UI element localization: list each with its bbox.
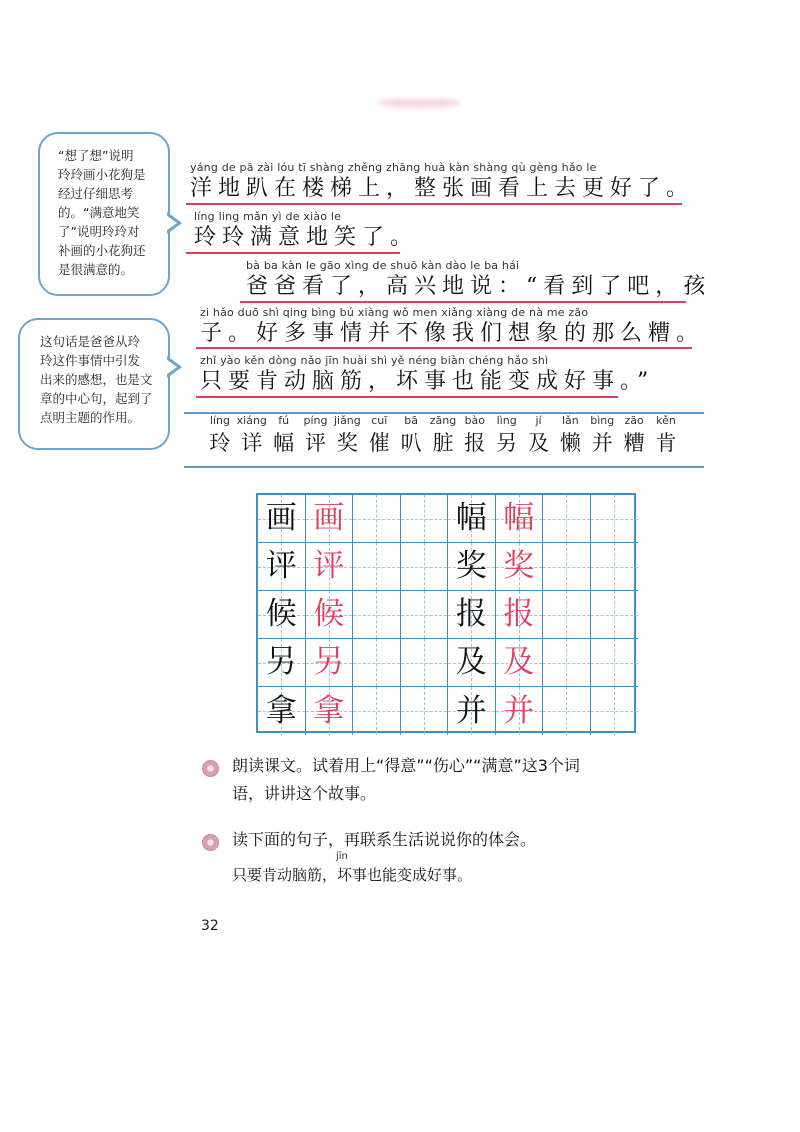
grid-cell: 报 bbox=[496, 591, 544, 639]
vocab-char: 脏 bbox=[432, 431, 454, 455]
grid-cell bbox=[543, 639, 591, 687]
grid-cell bbox=[401, 591, 449, 639]
grid-cell: 画 bbox=[258, 495, 306, 543]
grid-cell: 评 bbox=[258, 543, 306, 591]
grid-cell bbox=[353, 495, 401, 543]
grid-cell: 并 bbox=[448, 687, 496, 735]
hanzi-row: 只要肯动脑筋，坏事也能变成好事。” bbox=[200, 369, 655, 394]
vocab-pinyin: bìng bbox=[590, 414, 615, 427]
task-line: 读下面的句子，再联系生活说说你的体会。 bbox=[232, 830, 537, 849]
hanzi-row: 玲玲满意地笑了。 bbox=[194, 225, 419, 250]
grid-cell bbox=[401, 687, 449, 735]
annotation-bubble-2 bbox=[18, 318, 170, 450]
pinyin-row: líng ling mǎn yì de xiào le bbox=[194, 210, 342, 223]
vocab-char: 幅 bbox=[273, 431, 295, 455]
task-bullet-icon bbox=[202, 760, 219, 777]
vocab-pinyin: píng bbox=[303, 414, 328, 427]
grid-cell bbox=[591, 639, 639, 687]
bubble-pointer-inner bbox=[166, 359, 177, 375]
bubble-pointer-inner bbox=[166, 215, 177, 231]
grid-cell: 评 bbox=[306, 543, 354, 591]
highlight-underline bbox=[186, 252, 400, 254]
pinyin-row: zi hǎo duō shì qing bìng bú xiàng wǒ men xiǎng xiàng de nà me zāo bbox=[200, 306, 589, 319]
grid-cell bbox=[353, 687, 401, 735]
vocab-pinyin: cuī bbox=[371, 414, 388, 427]
vocab-pinyin: zāo bbox=[624, 414, 644, 427]
vocab-pinyin: bào bbox=[464, 414, 486, 427]
grid-cell bbox=[591, 687, 639, 735]
grid-cell bbox=[401, 543, 449, 591]
grid-cell: 奖 bbox=[448, 543, 496, 591]
grid-cell: 候 bbox=[258, 591, 306, 639]
vocab-char: 糟 bbox=[623, 431, 645, 455]
grid-cell: 并 bbox=[496, 687, 544, 735]
vocab-pinyin: bā bbox=[404, 414, 418, 427]
note-line: 章的中心句，起到了 bbox=[40, 391, 153, 406]
vocab-char: 玲 bbox=[209, 431, 231, 455]
hanzi-row: 爸爸看了，高兴地说：“看到了吧，孩 bbox=[246, 274, 712, 299]
grid-cell: 画 bbox=[306, 495, 354, 543]
vocab-char: 催 bbox=[368, 431, 390, 455]
grid-cell bbox=[401, 495, 449, 543]
vocab-char: 及 bbox=[528, 431, 550, 455]
vocab-char: 评 bbox=[305, 431, 326, 455]
vocab-pinyin: lǎn bbox=[561, 414, 579, 427]
vocab-char: 叭 bbox=[400, 431, 422, 455]
vocab-pinyin: xiáng bbox=[236, 414, 267, 427]
vocab-char: 奖 bbox=[336, 431, 358, 455]
pinyin-row: zhǐ yào kěn dòng nǎo jīn huài shì yě néng biàn chéng hǎo shì bbox=[200, 354, 549, 367]
grid-cell: 幅 bbox=[448, 495, 496, 543]
grid-cell: 奖 bbox=[496, 543, 544, 591]
task-2 bbox=[232, 826, 536, 854]
grid-cell bbox=[591, 591, 639, 639]
note-line: 了”说明玲玲对 bbox=[58, 224, 140, 239]
note-line: “想了想”说明 bbox=[58, 148, 134, 163]
vocab-char: 另 bbox=[496, 431, 518, 455]
example-text: 只要肯动脑筋，坏事也能变成好事。 bbox=[232, 866, 473, 884]
vocab-char: 懒 bbox=[559, 431, 581, 455]
example-sentence bbox=[232, 851, 472, 885]
note-line: 出来的感想，也是文 bbox=[40, 372, 153, 387]
annotation-bubble-1 bbox=[38, 132, 170, 296]
grid-cell bbox=[401, 639, 449, 687]
vocab-pinyin-row bbox=[204, 414, 682, 427]
grid-cell: 另 bbox=[306, 639, 354, 687]
text-line-3 bbox=[246, 258, 711, 300]
grid-cell: 另 bbox=[258, 639, 306, 687]
grid-cell: 幅 bbox=[496, 495, 544, 543]
vocab-char: 并 bbox=[591, 431, 613, 455]
highlight-underline bbox=[186, 203, 682, 205]
grid-cell: 及 bbox=[496, 639, 544, 687]
grid-cell bbox=[353, 543, 401, 591]
grid-cell bbox=[591, 543, 639, 591]
task-line: 语，讲讲这个故事。 bbox=[232, 784, 377, 803]
grid-cell bbox=[543, 687, 591, 735]
note-line: 是很满意的。 bbox=[58, 262, 134, 277]
vocab-pinyin: líng bbox=[209, 414, 230, 427]
grid-cell: 拿 bbox=[306, 687, 354, 735]
vocab-pinyin: jí bbox=[535, 414, 542, 427]
grid-cell: 候 bbox=[306, 591, 354, 639]
example-pinyin: jīn bbox=[336, 851, 348, 862]
grid-cell: 拿 bbox=[258, 687, 306, 735]
grid-cell: 报 bbox=[448, 591, 496, 639]
vocab-pinyin: jiǎng bbox=[333, 414, 361, 427]
highlight-underline bbox=[240, 301, 686, 303]
highlight-underline bbox=[196, 347, 692, 349]
grid-cell bbox=[591, 495, 639, 543]
text-line-2 bbox=[194, 209, 418, 251]
note-line: 经过仔细思考 bbox=[58, 186, 134, 201]
highlight-underline bbox=[196, 396, 618, 398]
vocab-pinyin: zāng bbox=[429, 414, 457, 427]
page-number: 32 bbox=[201, 918, 219, 934]
vocab-char: 详 bbox=[241, 431, 263, 455]
vocab-pinyin: kěn bbox=[656, 414, 676, 427]
note-line: 玲这件事情中引发 bbox=[40, 353, 141, 368]
hanzi-row: 洋地趴在楼梯上，整张画看上去更好了。 bbox=[190, 176, 695, 201]
pinyin-row: yáng de pā zài lóu tī shàng zhěng zhāng huà kàn shàng qù gèng hǎo le bbox=[190, 161, 597, 174]
vocab-strip bbox=[204, 414, 682, 457]
hanzi-row: 子。好多事情并不像我们想象的那么糟。 bbox=[200, 321, 705, 346]
text-line-1 bbox=[190, 160, 694, 202]
grid-cell bbox=[543, 543, 591, 591]
vocab-char: 肯 bbox=[655, 431, 677, 455]
vocab-char: 报 bbox=[464, 431, 486, 455]
pinyin-row: bà ba kàn le gāo xìng de shuō kàn dào le ba hái bbox=[246, 259, 520, 272]
grid-cell bbox=[543, 495, 591, 543]
decorative-smudge bbox=[378, 98, 462, 108]
text-line-5 bbox=[200, 353, 654, 395]
note-line: 玲玲画小花狗是 bbox=[58, 167, 146, 182]
note-line: 点明主题的作用。 bbox=[40, 410, 141, 425]
grid-cell: 及 bbox=[448, 639, 496, 687]
grid-cell bbox=[353, 591, 401, 639]
vocab-char-row bbox=[204, 427, 682, 457]
vocab-pinyin: lìng bbox=[496, 414, 517, 427]
note-line: 这句话是爸爸从玲 bbox=[40, 334, 141, 349]
grid-cell bbox=[353, 639, 401, 687]
vocab-bottom-rule bbox=[184, 466, 704, 468]
note-line: 的。“满意地笑 bbox=[58, 205, 140, 220]
grid-cell bbox=[543, 591, 591, 639]
task-bullet-icon bbox=[202, 834, 219, 851]
task-line: 朗读课文。试着用上“得意”“伤心”“满意”这3个词 bbox=[232, 756, 580, 775]
text-line-4 bbox=[200, 305, 704, 347]
vocab-pinyin: fú bbox=[278, 414, 290, 427]
note-line: 补画的小花狗还 bbox=[58, 243, 146, 258]
task-1 bbox=[232, 752, 580, 808]
writing-practice-grid bbox=[256, 493, 636, 733]
